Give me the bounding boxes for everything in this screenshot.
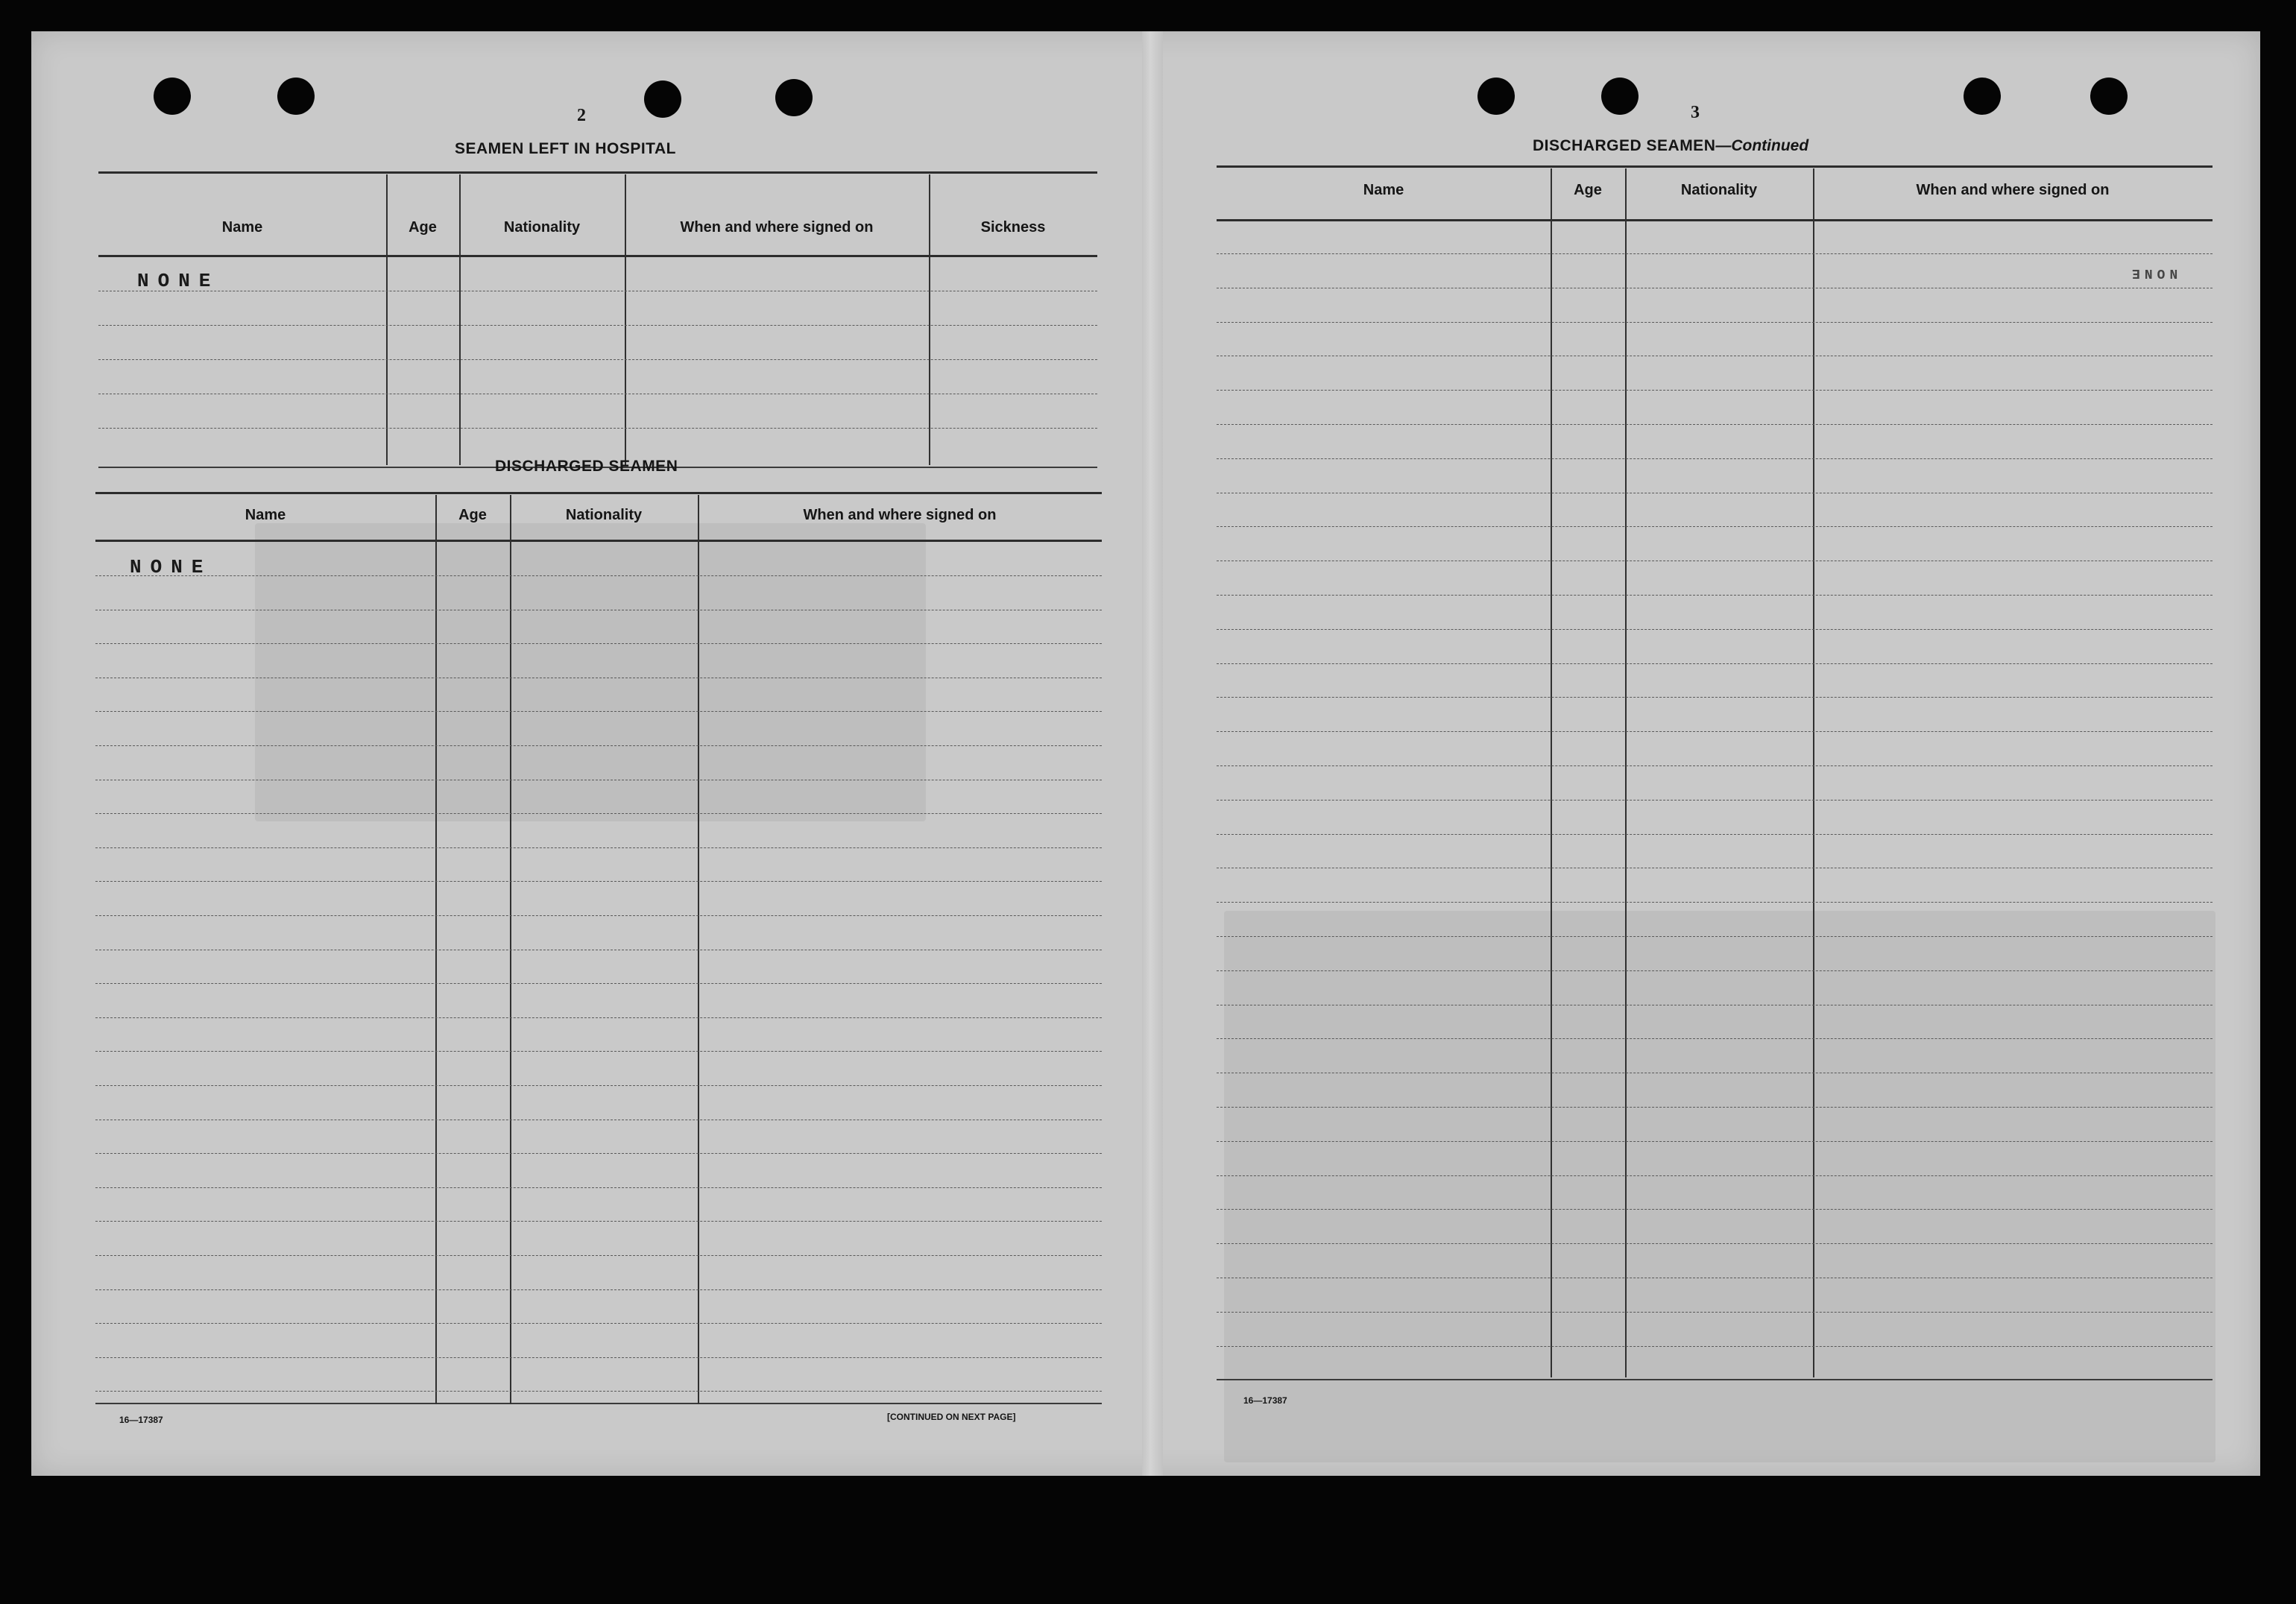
table-top-rule xyxy=(1217,165,2213,168)
punch-hole xyxy=(644,80,681,118)
entry-rule xyxy=(95,1391,1102,1392)
entry-rule xyxy=(1217,1175,2213,1176)
entry-rule xyxy=(98,428,1097,429)
entry-rule xyxy=(95,1323,1102,1324)
column-divider xyxy=(459,174,461,465)
entry-rule xyxy=(95,745,1102,746)
entry-rule xyxy=(95,983,1102,984)
discharged-table xyxy=(95,492,1102,1439)
punch-hole xyxy=(775,79,813,116)
entry-rule xyxy=(1217,902,2213,903)
entry-rule xyxy=(1217,697,2213,698)
page-number: 2 xyxy=(577,106,586,125)
discharged-section-title: DISCHARGED SEAMEN xyxy=(495,458,678,475)
entry-rule xyxy=(98,359,1097,360)
punch-hole xyxy=(2090,78,2128,115)
punch-hole xyxy=(154,78,191,115)
column-header-nationality: Nationality xyxy=(503,219,581,236)
hospital-table xyxy=(98,171,1097,470)
hospital-entry-typed: NONE xyxy=(137,270,220,292)
entry-rule xyxy=(1217,1346,2213,1347)
table-top-rule xyxy=(98,171,1097,174)
entry-rule xyxy=(1217,834,2213,835)
entry-rule xyxy=(95,1153,1102,1154)
center-fold xyxy=(1142,31,1163,1476)
column-header-signed-on: When and where signed on xyxy=(680,219,874,236)
entry-rule xyxy=(1217,936,2213,937)
column-header-name: Name xyxy=(1363,182,1404,198)
discharged-entry-typed: NONE xyxy=(130,556,212,578)
table-bottom-rule xyxy=(1217,1379,2213,1380)
entry-rule xyxy=(1217,800,2213,801)
entry-rule xyxy=(1217,390,2213,391)
column-divider xyxy=(625,174,626,465)
entry-rule xyxy=(1217,458,2213,459)
column-divider xyxy=(1813,168,1814,1377)
entry-rule xyxy=(95,1187,1102,1188)
entry-rule xyxy=(1217,1312,2213,1313)
column-divider xyxy=(1551,168,1552,1377)
column-header-nationality: Nationality xyxy=(1680,182,1758,198)
page-number: 3 xyxy=(1691,103,1700,122)
column-header-age: Age xyxy=(1574,182,1602,198)
column-divider xyxy=(386,174,388,465)
entry-rule xyxy=(1217,1209,2213,1210)
entry-rule xyxy=(1217,970,2213,971)
column-divider xyxy=(929,174,930,465)
entry-rule xyxy=(95,1085,1102,1086)
entry-rule xyxy=(95,813,1102,814)
punch-hole xyxy=(1964,78,2001,115)
ledger-sheet xyxy=(31,31,2260,1476)
column-header-nationality: Nationality xyxy=(565,507,643,523)
form-number: 16—17387 xyxy=(119,1415,163,1425)
entry-rule xyxy=(95,1017,1102,1018)
title-suffix: —Continued xyxy=(1715,137,1809,154)
column-header-signed-on: When and where signed on xyxy=(1916,182,2110,198)
table-header-rule xyxy=(1217,219,2213,221)
hospital-section-title: SEAMEN LEFT IN HOSPITAL xyxy=(455,140,676,157)
entry-rule xyxy=(95,1051,1102,1052)
entry-rule xyxy=(1217,663,2213,664)
entry-rule xyxy=(95,1357,1102,1358)
entry-rule xyxy=(1217,526,2213,527)
entry-rule xyxy=(95,847,1102,848)
title-text: DISCHARGED SEAMEN xyxy=(1533,137,1716,154)
entry-rule xyxy=(1217,1038,2213,1039)
entry-rule xyxy=(1217,629,2213,630)
discharged-continued-title xyxy=(1533,137,1808,155)
form-number: 16—17387 xyxy=(1243,1395,1287,1406)
entry-rule xyxy=(1217,595,2213,596)
punch-hole xyxy=(1477,78,1515,115)
table-top-rule xyxy=(95,492,1102,494)
column-header-name: Name xyxy=(245,507,286,523)
column-divider xyxy=(1625,168,1627,1377)
entry-rule xyxy=(95,1255,1102,1256)
entry-rule xyxy=(95,643,1102,644)
column-header-age: Age xyxy=(458,507,487,523)
continued-note: [CONTINUED ON NEXT PAGE] xyxy=(887,1412,1016,1422)
column-header-signed-on: When and where signed on xyxy=(803,507,997,523)
entry-rule xyxy=(1217,1243,2213,1244)
entry-rule xyxy=(1217,424,2213,425)
punch-hole xyxy=(1601,78,1639,115)
table-header-rule xyxy=(95,540,1102,542)
discharged-continued-table xyxy=(1217,165,2213,1425)
entry-rule xyxy=(1217,1107,2213,1108)
column-header-sickness: Sickness xyxy=(980,219,1046,236)
table-bottom-rule xyxy=(95,1403,1102,1404)
entry-rule xyxy=(98,325,1097,326)
continued-entry-typed: NONE xyxy=(2128,265,2178,280)
column-header-name: Name xyxy=(221,219,263,236)
entry-rule xyxy=(95,575,1102,576)
column-header-age: Age xyxy=(409,219,437,236)
entry-rule xyxy=(1217,731,2213,732)
entry-rule xyxy=(1217,765,2213,766)
entry-rule xyxy=(1217,322,2213,323)
entry-rule xyxy=(95,881,1102,882)
entry-rule xyxy=(95,1289,1102,1290)
punch-hole xyxy=(277,78,315,115)
entry-rule xyxy=(95,1221,1102,1222)
entry-rule xyxy=(95,711,1102,712)
table-header-rule xyxy=(98,255,1097,257)
entry-rule xyxy=(1217,1141,2213,1142)
entry-rule xyxy=(95,915,1102,916)
entry-rule xyxy=(1217,253,2213,254)
